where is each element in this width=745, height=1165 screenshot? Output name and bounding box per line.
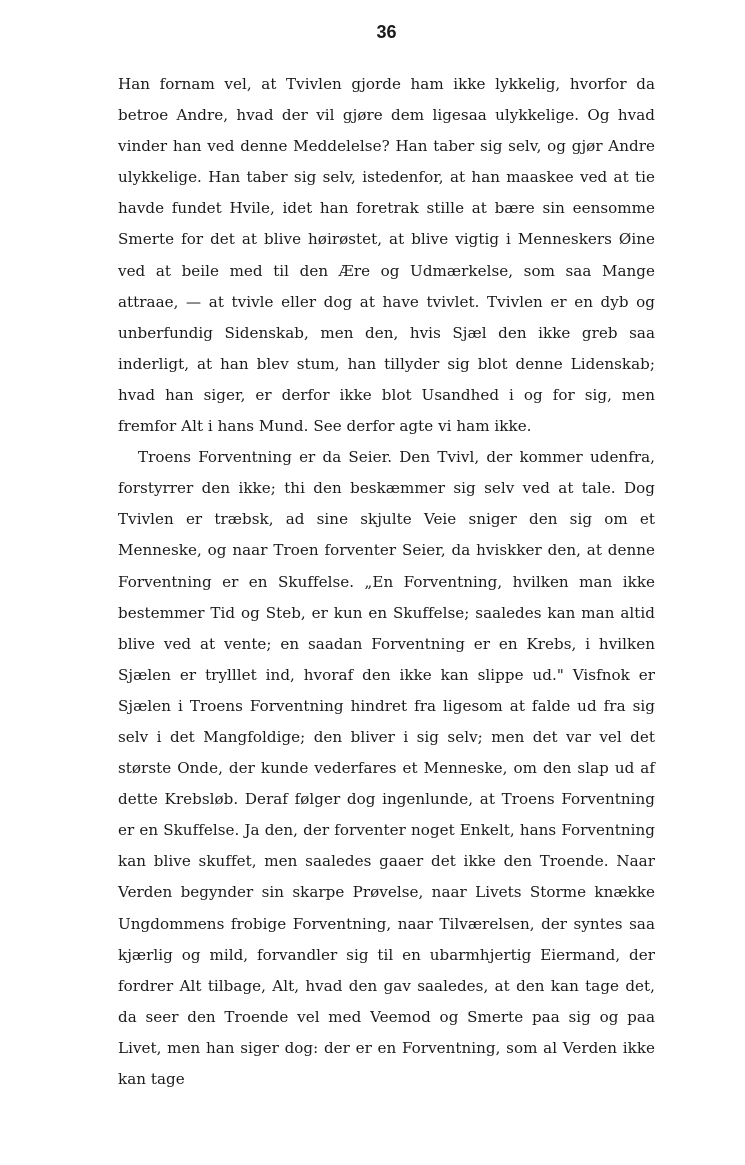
body-text [118,69,655,1095]
page-number: 36 [376,22,397,42]
paragraph-2: Troens Forventning er da Seier. Den Tvivl, der kommer udenfra, forstyrrer den ikke; thi den beskæmmer sig selv ved at tale. Dog Tvivlen er træbsk, ad sine skjulte Veie sniger den sig om et Menneske, og naar Troen forventer Seier, da hviskker den, at denne Forventning er en Skuffelse. „En Forventning, hvilken man ikke bestemmer Tid og Steb, er kun en Skuffelse; saaledes kan man altid blive ved at vente; en saadan Forventning er en Krebs, i hvilken Sjælen er trylllet ind, hvoraf den ikke kan slippe ud." Visfnok er Sjælen i Troens Forventning hindret fra ligesom at falde ud fra sig selv i det Mangfoldige; den bliver i sig selv; men det var vel det største Onde, der kunde vederfares et Menneske, om den slap ud af dette Krebsløb. Deraf følger dog ingenlunde, at Troens Forventning er en Skuffelse. Ja den, der forventer noget Enkelt, hans Forventning kan blive skuffet, men saaledes gaaer det ikke den Troende. Naar Verden begynder sin skarpe Prøvelse, naar Livets Storme knække Ungdommens frobige Forventning, naar Tilværelsen, der syntes saa kjærlig og mild, forvandler sig til en ubarmhjertig Eiermand, der fordrer Alt tilbage, Alt, hvad den gav saaledes, at den kan tage det, da seer den Troende vel med Veemod og Smerte paa sig og paa Livet, men han siger dog: der er en Forventning, som al Verden ikke kan tage [118,448,655,1088]
paragraph-1: Han fornam vel, at Tvivlen gjorde ham ikke lykkelig, hvorfor da betroe Andre, hvad der vil gjøre dem ligesaa ulykkelige. Og hvad vinder han ved denne Meddelelse? Han taber sig selv, og gjør Andre ulykkelige. Han taber sig selv, istedenfor, at han maaskee ved at tie havde fundet Hvile, idet han foretrak stille at bære sin eensomme Smerte for det at blive høirøstet, at blive vigtig i Menneskers Øine ved at beile med til den Ære og Udmærkelse, som saa Mange attraae, — at tvivle eller dog at have tvivlet. Tvivlen er en dyb og unberfundig Sidenskab, men den, hvis Sjæl den ikke greb saa inderligt, at han blev stum, han tillyder sig blot denne Lidenskab; hvad han siger, er derfor ikke blot Usandhed i og for sig, men fremfor Alt i hans Mund. See derfor agte vi ham ikke. [118,75,655,436]
